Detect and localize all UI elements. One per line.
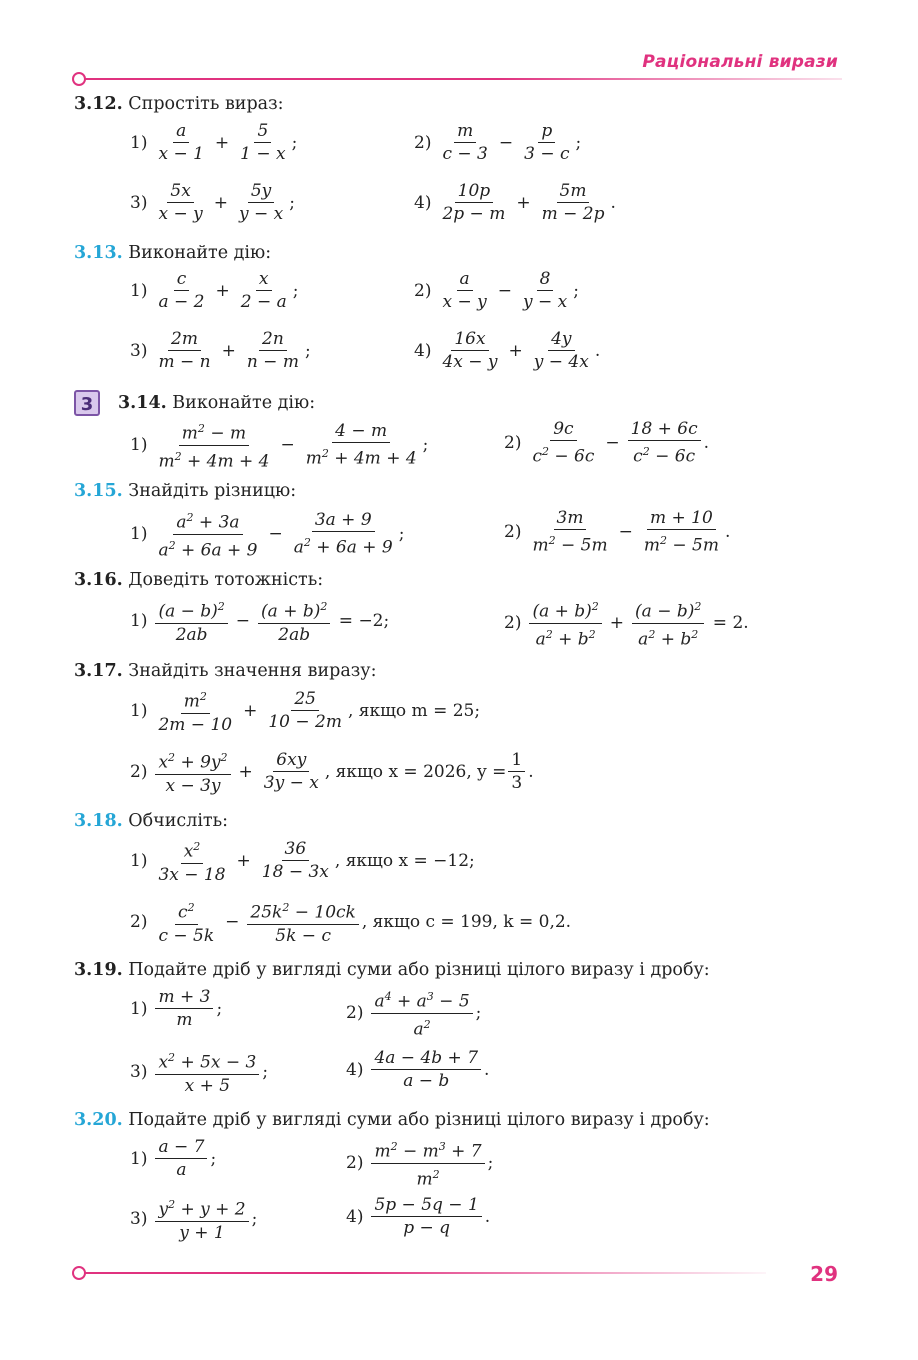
expr-3-20-2: 2) $\frac{m^2 - m^3 + 7}{m^2}$ ;	[346, 1136, 493, 1190]
task-3-20: 3.20. Подайте дріб у вигляді суми або різниці цілого виразу і дробу:	[74, 1110, 710, 1130]
expr-3-12-1: 1) $\frac{a}{x - 1}$ + $\frac{5}{1 - x}$ ;	[130, 121, 298, 164]
expr-3-20-4: 4) $\frac{5p - 5q - 1}{p - q}$ .	[346, 1195, 491, 1238]
expr-3-18-1: 1) $\frac{x^2}{3x - 18}$ + $\frac{36}{18 - 3x}$ , якщо x = −12;	[130, 836, 475, 886]
expr-3-16-2: 2) $\frac{(a + b)^2}{a^2 + b^2}$ + $\frac{(a - b)^2}{a^2 + b^2}$ = 2.	[504, 596, 749, 650]
task-3-13: 3.13. Виконайте дію:	[74, 243, 272, 263]
expr-3-19-4: 4) $\frac{4a - 4b + 7}{a - b}$ .	[346, 1048, 490, 1091]
expr-3-12-4: 4) $\frac{10p}{2p - m}$ + $\frac{5m}{m - 2p}$ .	[414, 181, 616, 224]
expr-3-14-1: 1) $\frac{m^2 - m}{m^2 + 4m + 4}$ − $\frac{4 - m}{m^2 + 4m + 4}$ ;	[130, 418, 428, 472]
expr-3-20-1: 1) $\frac{a - 7}{a}$ ;	[130, 1137, 217, 1180]
expr-3-19-2: 2) $\frac{a^4 + a^3 - 5}{a^2}$ ;	[346, 986, 481, 1040]
expr-3-20-3: 3) $\frac{y^2 + y + 2}{y + 1}$ ;	[130, 1194, 257, 1244]
expr-3-16-1: 1) $\frac{(a - b)^2}{2ab}$ − $\frac{(a + b)^2}{2ab}$ = −2;	[130, 596, 389, 646]
task-3-16: 3.16. Доведіть тотожність:	[74, 570, 324, 590]
expr-3-17-2: 2) $\frac{x^2 + 9y^2}{x - 3y}$ + $\frac{6xy}{3y - x}$ , якщо x = 2026, y = $\frac{1}{3}$ .	[130, 747, 534, 797]
expr-3-19-3: 3) $\frac{x^2 + 5x - 3}{x + 5}$ ;	[130, 1047, 268, 1097]
task-3-12: 3.12. Спростіть вираз:	[74, 94, 284, 114]
task-3-17: 3.17. Знайдіть значення виразу:	[74, 661, 377, 681]
expr-3-13-4: 4) $\frac{16x}{4x - y}$ + $\frac{4y}{y - 4x}$ .	[414, 329, 601, 372]
expr-3-13-2: 2) $\frac{a}{x - y}$ − $\frac{8}{y - x}$ ;	[414, 269, 579, 312]
chapter-title: Раціональні вирази	[642, 52, 838, 72]
header-divider	[76, 78, 842, 80]
page-number: 29	[810, 1262, 838, 1286]
footer-divider	[76, 1272, 766, 1274]
expr-3-12-2: 2) $\frac{m}{c - 3}$ − $\frac{p}{3 - c}$ ;	[414, 121, 582, 164]
header-ring-icon	[72, 72, 86, 86]
task-3-19: 3.19. Подайте дріб у вигляді суми або різниці цілого виразу і дробу:	[74, 960, 710, 980]
expr-3-17-1: 1) $\frac{m^2}{2m - 10}$ + $\frac{25}{10 - 2m}$ , якщо m = 25;	[130, 686, 480, 736]
expr-3-12-3: 3) $\frac{5x}{x - y}$ + $\frac{5y}{y - x}$ ;	[130, 181, 295, 224]
expr-3-13-1: 1) $\frac{c}{a - 2}$ + $\frac{x}{2 - a}$ ;	[130, 269, 299, 312]
expr-3-15-1: 1) $\frac{a^2 + 3a}{a^2 + 6a + 9}$ − $\frac{3a + 9}{a^2 + 6a + 9}$ ;	[130, 507, 404, 561]
task-3-15: 3.15. Знайдіть різницю:	[74, 481, 297, 501]
expr-3-14-2: 2) $\frac{9c}{c^2 - 6c}$ − $\frac{18 + 6c}{c^2 - 6c}$ .	[504, 419, 710, 467]
expr-3-18-2: 2) $\frac{c^2}{c - 5k}$ − $\frac{25k^2 - 10ck}{5k - c}$ , якщо c = 199, k = 0,2.	[130, 897, 571, 947]
expr-3-19-1: 1) $\frac{m + 3}{m}$ ;	[130, 987, 223, 1030]
task-3-18: 3.18. Обчисліть:	[74, 811, 229, 831]
footer-ring-icon	[72, 1266, 86, 1280]
expr-3-15-2: 2) $\frac{3m}{m^2 - 5m}$ − $\frac{m + 10}{m^2 - 5m}$ .	[504, 508, 731, 556]
expr-3-13-3: 3) $\frac{2m}{m - n}$ + $\frac{2n}{n - m}$ ;	[130, 329, 311, 372]
task-3-14: 3.14. Виконайте дію:	[118, 393, 316, 413]
difficulty-level-badge: 3	[74, 390, 100, 416]
